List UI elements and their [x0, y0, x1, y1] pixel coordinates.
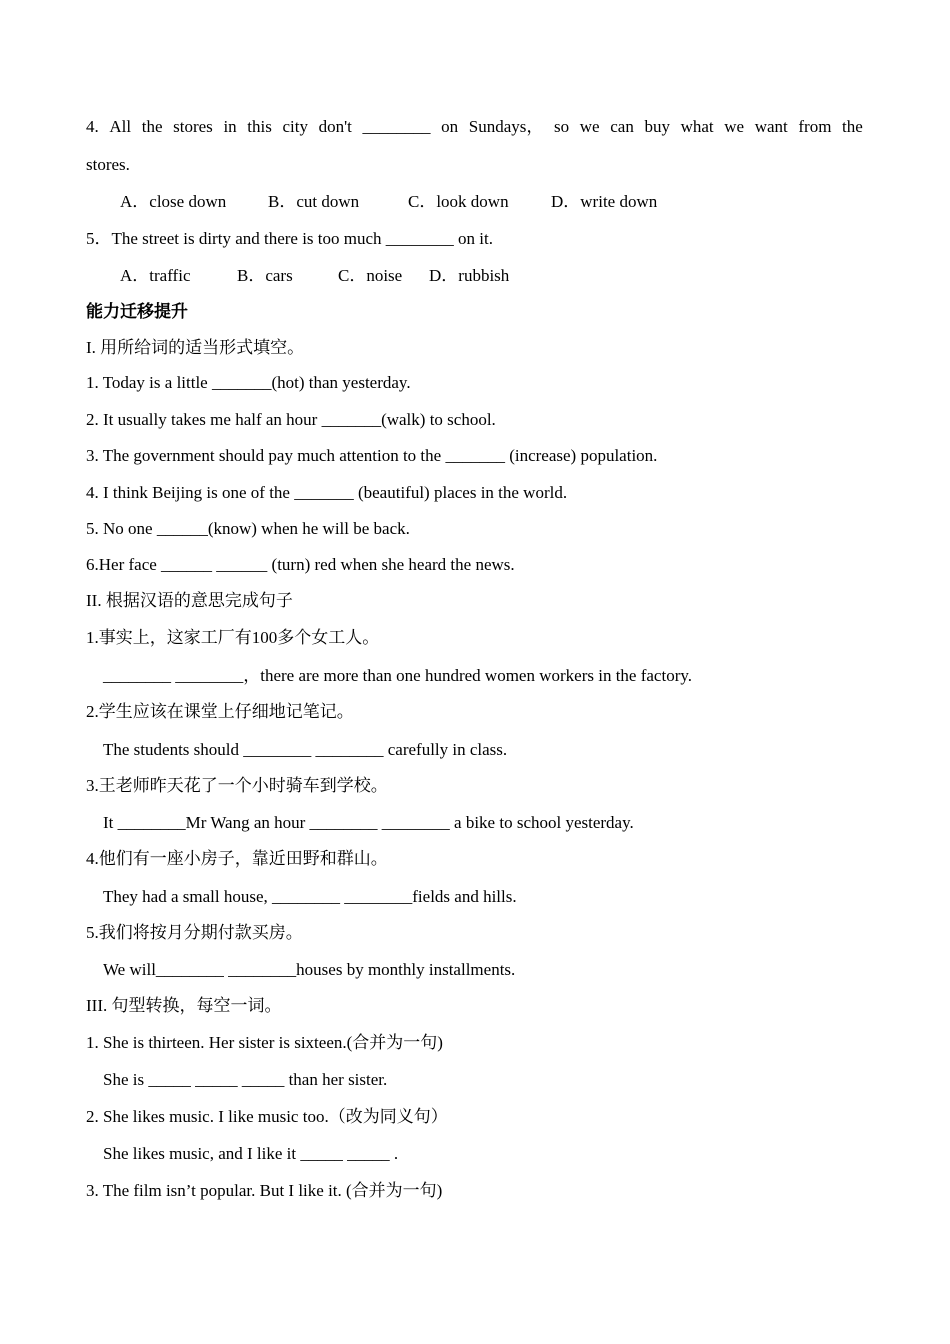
option-a: A．close down [120, 192, 227, 211]
part-2-chinese: 3.王老师昨天花了一个小时骑车到学校。 [86, 776, 388, 795]
option-d: D．rubbish [429, 266, 510, 285]
part-1-title: I. 用所给词的适当形式填空。 [86, 338, 305, 357]
question-4-word: the [842, 117, 863, 136]
question-4-word: in [223, 117, 237, 136]
question-4-word: want [754, 117, 788, 136]
question-4-word: don't [318, 117, 352, 136]
part-2-chinese: 5.我们将按月分期付款买房。 [86, 923, 303, 942]
question-4-word: we [579, 117, 600, 136]
question-4-word: stores [173, 117, 213, 136]
question-4-word: this [247, 117, 272, 136]
question-4-word: the [141, 117, 163, 136]
part-3-question: 1. She is thirteen. Her sister is sixteen.(合并为一句) [86, 1033, 443, 1052]
question-5: 5．The street is dirty and there is too much ________ on it. [86, 229, 493, 248]
part-2-english: They had a small house, ________ ________fields and hills. [103, 887, 517, 906]
part-3-question: 2. She likes music. I like music too.（改为同义句） [86, 1107, 448, 1126]
part-3-answer: She is _____ _____ _____ than her sister. [103, 1070, 388, 1089]
part-2-title: II. 根据汉语的意思完成句子 [86, 591, 293, 610]
option-c: C．look down [408, 192, 509, 211]
question-4-word: 4. [86, 117, 99, 136]
question-4-word: All [109, 117, 132, 136]
part-1-item: 5. No one ______(know) when he will be back. [86, 519, 410, 538]
option-b: B．cars [237, 266, 293, 285]
question-4-word: we [724, 117, 745, 136]
question-4-word: on [441, 117, 459, 136]
part-2-english: The students should ________ ________ carefully in class. [103, 740, 508, 759]
part-1-item: 1. Today is a little _______(hot) than yesterday. [86, 373, 411, 392]
part-2-chinese: 1.事实上，这家工厂有100多个女工人。 [86, 628, 380, 647]
part-3-question: 3. The film isn’t popular. But I like it. (合并为一句) [86, 1181, 443, 1200]
part-2-english: It ________Mr Wang an hour ________ ________ a bike to school yesterday. [103, 813, 634, 832]
part-1-item: 2. It usually takes me half an hour _______(walk) to school. [86, 410, 496, 429]
part-3-title: III. 句型转换，每空一词。 [86, 996, 282, 1015]
option-a: A．traffic [120, 266, 191, 285]
part-2-chinese: 4.他们有一座小房子，靠近田野和群山。 [86, 849, 388, 868]
question-4-line-1 [86, 117, 863, 137]
question-4-word: so [554, 117, 570, 136]
question-4-word: what [680, 117, 714, 136]
option-b: B．cut down [268, 192, 360, 211]
part-2-english: ________ ________，there are more than one hundred women workers in the factory. [103, 666, 693, 685]
question-4-word: buy [644, 117, 670, 136]
part-1-item: 6.Her face ______ ______ (turn) red when she heard the news. [86, 555, 515, 574]
part-1-item: 4. I think Beijing is one of the _______ (beautiful) places in the world. [86, 483, 568, 502]
question-4-word: Sundays， [468, 117, 544, 136]
question-4-line-2: stores. [86, 155, 130, 174]
part-1-item: 3. The government should pay much attention to the _______ (increase) population. [86, 446, 658, 465]
question-4-word: ________ [362, 117, 431, 136]
part-2-english: We will________ ________houses by monthly installments. [103, 960, 516, 979]
question-4-word: from [798, 117, 832, 136]
section-heading: 能力迁移提升 [86, 302, 188, 321]
question-4-word: city [282, 117, 308, 136]
part-3-answer: She likes music, and I like it _____ _____ . [103, 1144, 399, 1163]
option-c: C．noise [338, 266, 403, 285]
question-4-word: can [610, 117, 634, 136]
option-d: D．write down [551, 192, 658, 211]
part-2-chinese: 2.学生应该在课堂上仔细地记笔记。 [86, 702, 354, 721]
